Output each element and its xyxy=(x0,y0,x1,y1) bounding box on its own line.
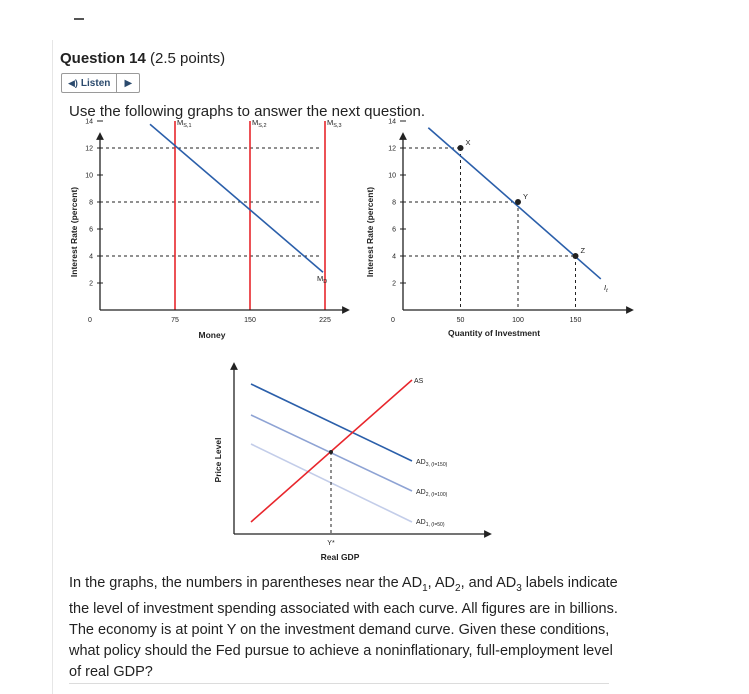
investment-point-dot xyxy=(458,145,464,151)
as-label: AS xyxy=(414,378,424,385)
money-xlabel: Money xyxy=(198,330,226,340)
investment-point-dot xyxy=(573,253,579,259)
investment-ylabel: Interest Rate (percent) xyxy=(365,186,375,278)
investment-y-tick-label: 8 xyxy=(392,199,396,207)
investment-point-label: Y xyxy=(523,192,529,201)
money-market-graph xyxy=(69,118,346,340)
investment-y-tick-label: 2 xyxy=(392,280,396,288)
investment-point-dot xyxy=(515,199,521,205)
money-supply-label: $M_{S,3}$ xyxy=(327,118,342,129)
question-body: In the graphs, the numbers in parentheses near the $AD_1$, $AD_2$, and $AD_3$ labels indicate the level of investment spending associated with each curve. All figures are in billions. The economy is at point Y on the investment demand curve. Given these conditions, what policy should the Fed pursue to achieve a noninflationary, full-employment level of real GDP? xyxy=(69,575,618,680)
money-y-tick-label: 8 xyxy=(89,199,93,207)
y-star-label: Y* xyxy=(327,540,335,547)
question-number: Question 14 xyxy=(60,50,146,67)
speaker-icon: ◀) xyxy=(68,77,78,88)
investment-x-tick-label: 50 xyxy=(456,317,465,324)
money-y-tick-label: 10 xyxy=(85,172,93,180)
money-y-tick-label: 6 xyxy=(89,226,93,234)
ad1-label: $AD_{1, (I=50)}$ xyxy=(416,519,445,528)
money-demand-label: $M_D$ xyxy=(317,274,328,285)
money-origin-label: 0 xyxy=(88,317,92,324)
investment-point-label: Z xyxy=(580,246,586,255)
investment-y-tick-label: 12 xyxy=(388,145,396,153)
ad2-label: $AD_{2, (I=100)}$ xyxy=(416,489,448,498)
play-icon: ▶ xyxy=(124,77,133,89)
money-y-tick-label: 14 xyxy=(85,118,93,126)
adas-xlabel: Real GDP xyxy=(320,552,360,562)
money-x-tick-label: 225 xyxy=(319,317,331,324)
investment-x-ticks xyxy=(457,317,582,324)
money-x-tick-label: 75 xyxy=(171,317,179,324)
investment-x-tick-label: 100 xyxy=(512,317,524,324)
ad3-curve xyxy=(251,384,412,461)
adas-graph xyxy=(213,366,488,562)
investment-xlabel: Quantity of Investment xyxy=(447,328,541,338)
money-demand-line xyxy=(150,124,323,272)
investment-x-tick-label: 150 xyxy=(569,317,582,324)
money-x-ticks xyxy=(171,317,331,324)
instruction-text: Use the following graphs to answer the next question. xyxy=(69,103,426,120)
adas-ylabel: Price Level xyxy=(213,437,223,483)
money-y-tick-label: 2 xyxy=(89,280,93,288)
investment-point-label: X xyxy=(465,138,471,147)
answer-divider xyxy=(69,683,609,684)
money-y-tick-label: 4 xyxy=(89,253,93,261)
question-points: (2.5 points) xyxy=(150,50,226,67)
investment-y-tick-label: 10 xyxy=(388,172,396,180)
money-supply-label: $M_{S,2}$ xyxy=(252,118,267,129)
investment-demand-label: $I_t$ xyxy=(604,283,608,294)
money-supply-label: $M_{S,1}$ xyxy=(177,118,192,129)
adas-equilibrium-dot xyxy=(329,450,333,454)
investment-graph xyxy=(365,119,630,339)
investment-points xyxy=(458,138,586,259)
investment-y-tick-label: 6 xyxy=(392,226,396,234)
listen-label: Listen xyxy=(80,77,111,89)
money-x-tick-label: 150 xyxy=(244,317,256,324)
investment-y-tick-label: 4 xyxy=(392,253,396,261)
money-y-tick-label: 12 xyxy=(85,145,93,153)
money-ylabel: Interest Rate (percent) xyxy=(69,186,79,278)
investment-y-tick-label: 14 xyxy=(388,118,396,126)
ad3-label: $AD_{3, (I=150)}$ xyxy=(416,459,448,468)
investment-origin-label: 0 xyxy=(391,317,395,324)
investment-ref-lines xyxy=(403,148,576,310)
money-ref-lines xyxy=(100,148,322,256)
